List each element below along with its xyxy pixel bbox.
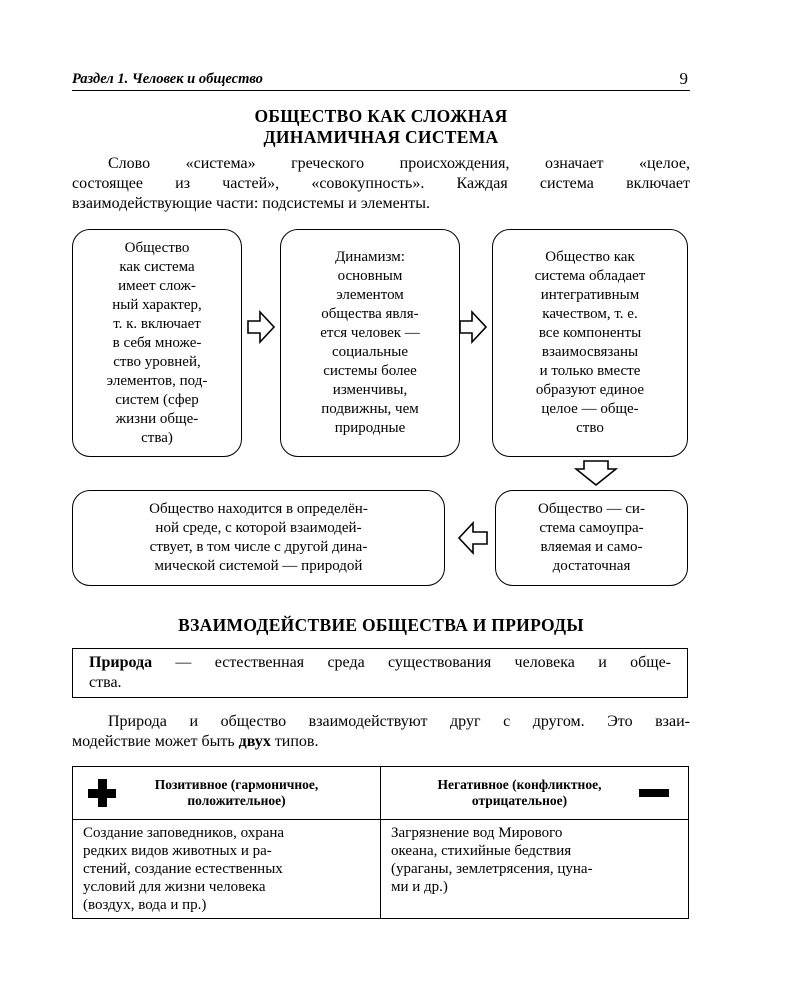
positive-line: условий для жизни человека [83,879,266,895]
definition-text: — естественная среда существования человека и обще- [152,654,671,671]
box5-line: Общество находится в определён- [149,501,368,517]
box4-line: достаточная [552,558,631,574]
positive-line: редких видов животных и ра- [83,843,272,859]
box1-line: Общество [124,239,190,256]
diagram-box-complex-system [72,229,242,457]
negative-header-line2: отрицательное) [471,793,568,808]
box3-line: все компоненты [538,325,642,341]
arrow-right-icon [246,310,276,344]
diagram-box-environment [72,490,445,586]
interaction-line-2 [72,732,690,752]
box1-line: ства) [141,429,173,446]
interaction-text: модействие может быть [72,733,239,750]
definition-term: Природа [89,654,153,671]
positive-cell [73,820,381,919]
definition-box [72,648,688,698]
diagram-box-self-governing [495,490,688,586]
page-number: 9 [679,69,688,88]
negative-header-line1: Негативное (конфликтное, [437,777,602,792]
negative-line: ми и др.) [391,879,448,895]
diagram-box-dynamism [280,229,460,457]
arrow-left-icon [457,521,489,555]
box1-line: имеет слож- [118,277,196,294]
section1-title-line1: ОБЩЕСТВО КАК СЛОЖНАЯ [254,106,508,126]
positive-header-line2: положительное) [187,793,286,808]
arrow-right-icon [458,310,488,344]
intro-paragraph [72,154,690,214]
interaction-line-1: Природа и общество взаимодействуют друг с другом. Это взаи- [108,713,690,730]
section1-title-line2: ДИНАМИЧНАЯ СИСТЕМА [263,127,499,147]
running-header [72,68,690,91]
box1-line: ный характер, [112,296,202,313]
box1-line: в себя множе- [112,334,202,351]
plus-icon [87,778,117,808]
box2-line: Динамизм: [335,249,405,265]
box1-line: элементов, под- [106,372,208,389]
box3-line: образуют единое [535,382,645,398]
definition-line-2: ства. [89,674,122,691]
box5-line: ствует, в том числе с другой дина- [149,539,368,555]
intro-line-2: состоящее из частей», «совокупность». Каждая система включает [72,175,690,192]
box5-line: ной среде, с которой взаимодей- [155,520,362,536]
box3-line: ство [576,420,604,436]
box3-line: качеством, т. е. [542,306,638,322]
arrow-down-icon [574,459,618,487]
section-header-title: Раздел 1. Человек и общество [72,71,263,87]
intro-line-1: Слово «система» греческого происхождения, означает «целое, [108,155,690,172]
diagram-box-integrative [492,229,688,457]
interaction-text: типов. [270,733,319,750]
definition-line-1 [89,653,671,673]
negative-line: (ураганы, землетрясения, цуна- [391,861,593,877]
box1-line: т. к. включает [113,315,201,332]
box2-line: системы более [323,363,417,379]
box2-line: общества явля- [321,306,419,322]
box2-line: подвижны, чем [321,401,419,417]
interaction-paragraph [72,712,690,752]
box2-line: элементом [336,287,404,303]
positive-line: (воздух, вода и пр.) [83,897,207,913]
box2-line: изменчивы, [332,382,408,398]
box2-line: природные [334,420,406,436]
section2-title: ВЗАИМОДЕЙСТВИЕ ОБЩЕСТВА И ПРИРОДЫ [178,615,584,635]
box3-line: взаимосвязаны [541,344,639,360]
box4-line: стема самоупра- [539,520,644,536]
box4-line: Общество — си- [538,501,645,517]
box1-line: жизни обще- [115,410,199,427]
box4-line: вляемая и само- [540,539,643,555]
positive-header [73,767,381,820]
box2-line: социальные [331,344,409,360]
box3-line: Общество как [545,249,635,265]
negative-header [381,767,689,820]
interaction-types-table [72,766,689,919]
box5-line: мической системой — природой [154,558,363,574]
box1-line: систем (сфер [115,391,199,408]
negative-line: Загрязнение вод Мирового [391,825,563,841]
section1-title [72,106,690,148]
interaction-bold-word: двух [238,733,271,750]
box1-line: ство уровней, [113,353,201,370]
intro-line-3: взаимодействующие части: подсистемы и элементы. [72,195,431,212]
negative-cell [381,820,689,919]
box3-line: целое — обще- [541,401,639,417]
minus-icon [638,788,670,798]
box1-line: как система [119,258,195,275]
box3-line: и только вместе [539,363,641,379]
box2-line: основным [337,268,403,284]
positive-header-line1: Позитивное (гармоничное, [154,777,319,792]
box2-line: ется человек — [320,325,420,341]
box3-line: система обладает [534,268,646,284]
negative-line: океана, стихийные бедствия [391,843,572,859]
box3-line: интегративным [540,287,640,303]
positive-line: стений, создание естественных [83,861,283,877]
positive-line: Создание заповедников, охрана [83,825,285,841]
